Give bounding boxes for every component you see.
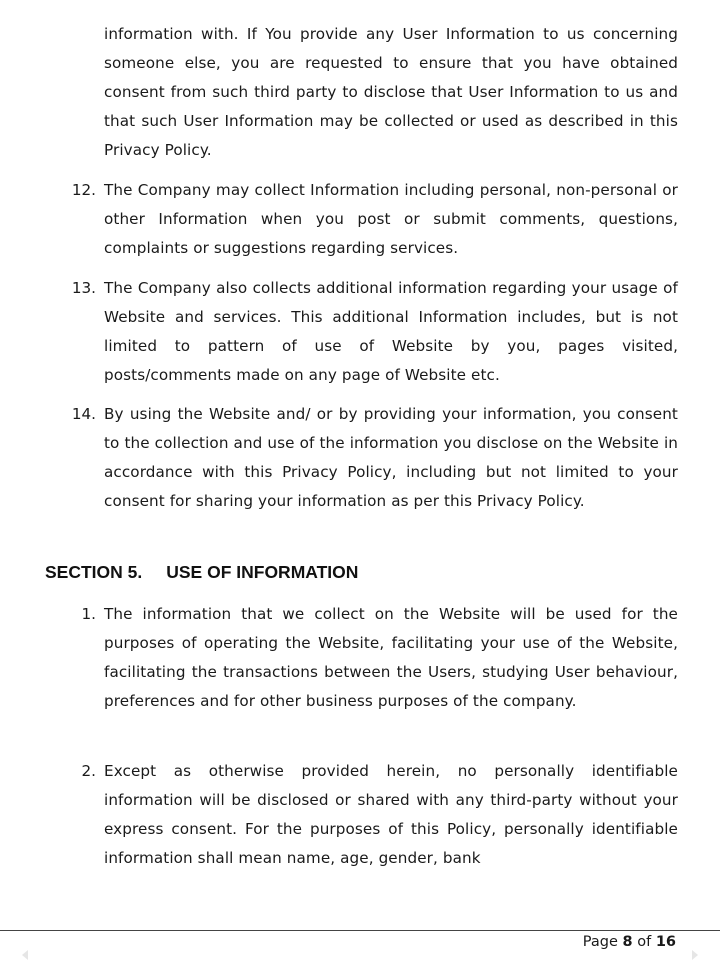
section-label: SECTION 5. bbox=[45, 562, 143, 582]
list-item-number: 2. bbox=[81, 762, 96, 780]
total-pages-number: 16 bbox=[655, 934, 676, 950]
list-item-text: The Company also collects additional information regarding your usage of Website and services. This additional Information includes, but is not limited to pattern of use of Website by you, pages visited, posts/comments made on any page of Website etc. bbox=[104, 279, 678, 384]
list-item-number: 12. bbox=[71, 181, 96, 199]
page-corner-left-icon bbox=[22, 950, 28, 960]
page-corner-right-icon bbox=[692, 950, 698, 960]
list-item-number: 13. bbox=[71, 279, 96, 297]
of-word: of bbox=[637, 934, 652, 950]
section-title: USE OF INFORMATION bbox=[166, 562, 359, 582]
page-word: Page bbox=[582, 934, 618, 950]
list-item-text: The Company may collect Information including personal, non-personal or other Information when you post or submit comments, questions, complaints or suggestions regarding services. bbox=[104, 181, 678, 257]
page-footer bbox=[583, 932, 676, 952]
current-page-number: 8 bbox=[622, 934, 633, 950]
footer-divider bbox=[0, 930, 720, 931]
list-item-number: 1. bbox=[81, 605, 96, 623]
list-item-text: The information that we collect on the Website will be used for the purposes of operating the Website, facilitating your use of the Website, facilitating the transactions between the Users, studying User behaviour, preferences and for other business purposes of the company. bbox=[104, 605, 678, 710]
continued-paragraph: information with. If You provide any User Information to us concerning someone else, you are requested to ensure that you have obtained consent from such third party to disclose that User Information to us and that such User Information may be collected or used as described in this Privacy Policy. bbox=[104, 25, 678, 159]
list-item-text: Except as otherwise provided herein, no personally identifiable information will be disclosed or shared with any third-party without your express consent. For the purposes of this Policy, personally identifiable information shall mean name, age, gender, bank bbox=[104, 762, 678, 867]
list-item-number: 14. bbox=[71, 405, 96, 423]
section-heading bbox=[45, 560, 358, 584]
list-item-text: By using the Website and/ or by providing your information, you consent to the collection and use of the information you disclose on the Website in accordance with this Privacy Policy, including but not limited to your consent for sharing your information as per this Privacy Policy. bbox=[104, 405, 678, 510]
